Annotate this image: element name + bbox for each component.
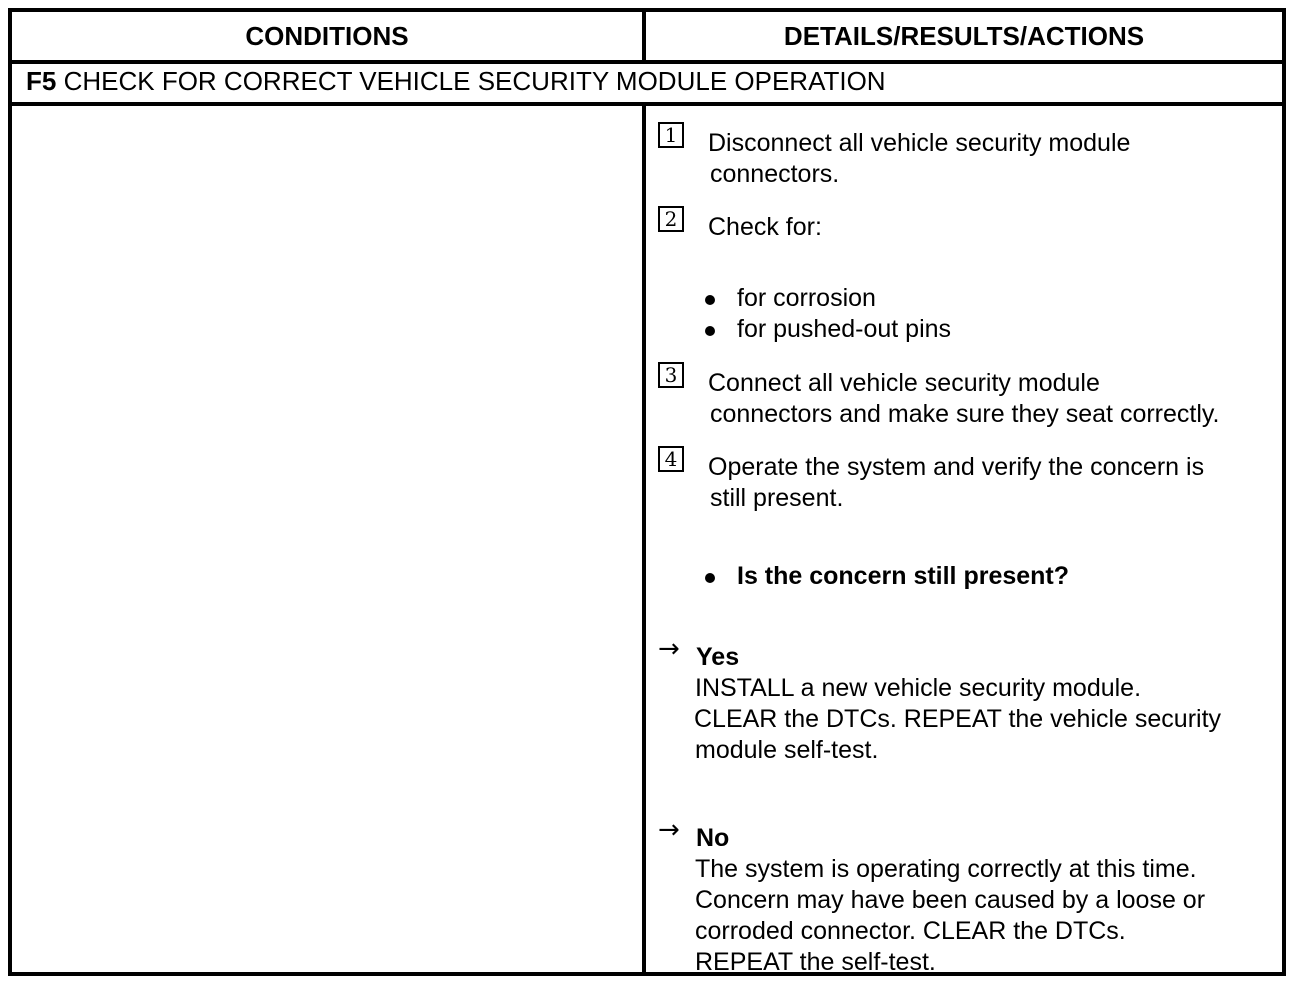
yes-line-1: INSTALL a new vehicle security module. [695,674,1142,702]
no-label: No [696,824,730,852]
table-header [12,12,1282,64]
right-arrow-icon: → [658,815,680,845]
action-1-line-1: Disconnect all vehicle security module [708,129,1131,157]
question: Is the concern still present? [737,562,1070,590]
step-title [12,64,1282,106]
step-number-2: 2 [658,206,684,232]
no-line-1: The system is operating correctly at this time. [695,855,1197,883]
step-number-4: 4 [658,446,684,472]
step-code: F5 [26,66,57,96]
details-header: DETAILS/RESULTS/ACTIONS [783,20,1145,51]
no-line-2: Concern may have been caused by a loose or [695,886,1206,914]
action-1-line-2: connectors. [710,160,840,188]
action-3-line-2: connectors and make sure they seat correctly. [710,400,1220,428]
action-4-line-2: still present. [710,484,844,512]
yes-label: Yes [696,643,740,671]
action-2-line-1: Check for: [708,213,822,241]
no-line-4: REPEAT the self-test. [695,948,936,976]
details-cell [646,106,1282,976]
conditions-cell [12,106,646,972]
check-item-corrosion: for corrosion [737,284,876,312]
step-number-3: 3 [658,362,684,388]
action-4-line-1: Operate the system and verify the concern is [708,453,1205,481]
right-arrow-icon: → [658,634,680,664]
step-number-1: 1 [658,122,684,148]
no-line-3: corroded connector. CLEAR the DTCs. [695,917,1126,945]
bullet-icon [705,326,715,336]
yes-line-2: CLEAR the DTCs. REPEAT the vehicle security [694,705,1222,733]
yes-line-3: module self-test. [695,736,879,764]
bullet-icon [705,573,715,583]
bullet-icon [705,295,715,305]
check-item-pushed-out-pins: for pushed-out pins [737,315,952,343]
step-title-text: CHECK FOR CORRECT VEHICLE SECURITY MODULE OPERATION [63,66,886,96]
conditions-header: CONDITIONS [12,12,646,60]
diagnostic-table [8,8,1286,976]
action-3-line-1: Connect all vehicle security module [708,369,1100,397]
